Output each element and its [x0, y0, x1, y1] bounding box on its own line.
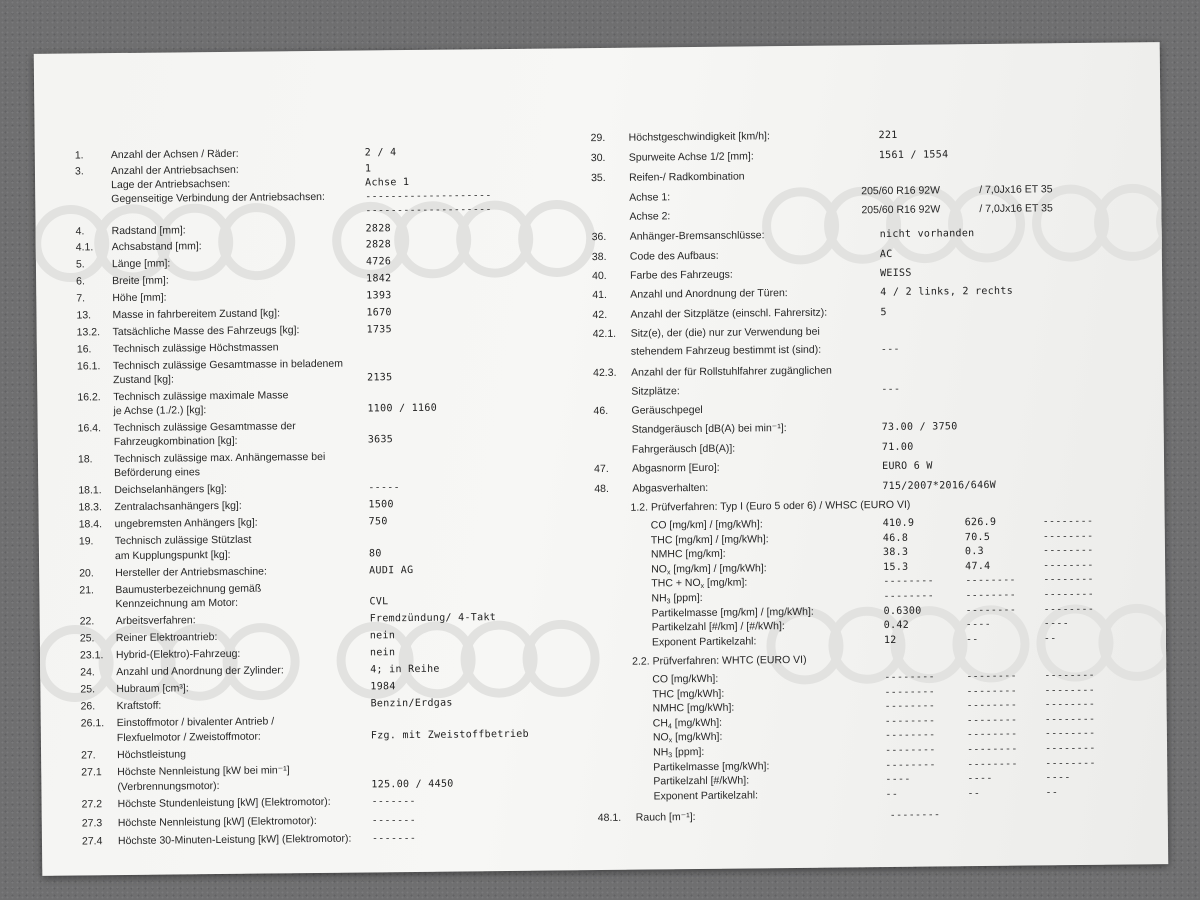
spec-label: Höchste Nennleistung [kW bei min⁻¹]: [117, 764, 290, 779]
spec-number: 35.: [590, 171, 606, 185]
emission-label: Partikelzahl [#/km] / [#/kWh]:: [651, 620, 785, 634]
test-procedure-title: 2.2. Prüfverfahren: WHTC (EURO VI): [632, 653, 807, 668]
emission-value-a: ----: [885, 773, 911, 786]
emission-value-a: 0.6300: [883, 605, 922, 617]
spec-label: Sitzplätze:: [631, 385, 680, 398]
spec-number: 1.: [74, 149, 84, 162]
spec-label: Hubraum [cm³]:: [116, 682, 189, 696]
spec-label: Technisch zulässige Gesamtmasse der: [113, 420, 296, 435]
spec-number: 26.1.: [80, 717, 105, 730]
spec-label: Flexfuelmotor / Zweistoffmotor:: [116, 730, 261, 745]
spec-number: 48.1.: [597, 811, 622, 825]
spec-number: 7.: [76, 292, 86, 305]
emission-value-b: --------: [966, 685, 1018, 697]
spec-value: Benzin/Erdgas: [370, 697, 453, 710]
emission-value-a: 410.9: [882, 517, 915, 530]
emission-value-a: 46.8: [882, 532, 909, 544]
spec-number: 27.: [81, 749, 96, 762]
emission-value-c: --------: [1043, 559, 1094, 572]
spec-label: Anhänger-Bremsanschlüsse:: [629, 229, 765, 243]
spec-value: 715/2007*2016/646W: [882, 479, 997, 493]
spec-label: Technisch zulässige maximale Masse: [113, 389, 289, 404]
spec-value: 125.00 / 4450: [371, 778, 454, 791]
emission-value-b: --------: [967, 743, 1018, 756]
emission-value-a: --------: [884, 729, 936, 742]
emission-value-b: ----: [967, 773, 993, 785]
spec-number: 27.3: [81, 817, 103, 830]
emission-value-a: --: [885, 788, 899, 800]
emission-value-b: ----: [965, 619, 992, 631]
spec-value: ---: [880, 343, 900, 356]
emission-label: $CH_4$ [mg/kWh]:: [652, 716, 723, 731]
spec-label: Deichselanhängers [kg]:: [114, 482, 228, 497]
emission-value-b: --------: [967, 758, 1018, 770]
emission-label: THC [mg/kWh]:: [652, 687, 725, 701]
spec-label: Achse 2:: [629, 210, 671, 223]
emission-value-c: --------: [1043, 603, 1095, 615]
emission-value-b: --------: [965, 604, 1017, 616]
spec-number: 5.: [75, 258, 85, 271]
spec-label: Anzahl der für Rollstuhlfahrer zugänglichen: [631, 364, 832, 379]
spec-label: Tatsächliche Masse des Fahrzeugs [kg]:: [112, 324, 300, 339]
emission-value-b: --: [967, 787, 981, 799]
emission-value-b: --: [965, 633, 979, 645]
spec-value: 1842: [366, 273, 392, 285]
spec-value: WEISS: [880, 267, 912, 280]
emission-value-b: 626.9: [964, 516, 997, 529]
spec-number: 22.: [79, 615, 95, 628]
spec-number: 42.: [592, 308, 608, 322]
emission-label: Partikelmasse [mg/km] / [mg/kWh]:: [651, 605, 814, 620]
emission-value-c: --------: [1043, 588, 1095, 601]
spec-label: Höchstleistung: [117, 748, 187, 762]
spec-label: Reiner Elektroantrieb:: [115, 631, 218, 645]
spec-number: 4.: [75, 225, 85, 238]
spec-label: Hybrid-(Elektro)-Fahrzeug:: [115, 647, 241, 662]
emission-label: CO [mg/km] / [mg/kWh]:: [650, 518, 763, 532]
document-sheet: [34, 42, 1169, 876]
spec-label: Kennzeichnung am Motor:: [115, 596, 239, 611]
spec-value: 3635: [367, 434, 394, 446]
emission-label: Partikelmasse [mg/kWh]:: [653, 759, 770, 774]
spec-label: Anzahl der Achsen / Räder:: [110, 147, 239, 162]
emission-value-c: --------: [1045, 757, 1096, 769]
spec-value: 80: [368, 548, 382, 560]
spec-value: 1393: [366, 290, 392, 302]
spec-number: 25.: [80, 683, 96, 696]
spec-label: stehendem Fahrzeug bestimmt ist (sind):: [630, 343, 822, 358]
spec-number: 21.: [79, 584, 95, 597]
emission-value-a: --------: [885, 759, 936, 771]
emission-label: $NH_3$ [ppm]:: [653, 745, 705, 760]
emission-value-c: --------: [1045, 742, 1096, 755]
spec-value: CVL: [369, 596, 389, 608]
emission-value-a: 0.42: [883, 619, 910, 632]
emission-value-c: --------: [1044, 728, 1096, 740]
spec-value: 2 / 4: [364, 147, 397, 159]
emission-value-b: --------: [966, 729, 1018, 741]
emission-value-c: ----: [1043, 618, 1070, 630]
spec-number: 16.2.: [77, 391, 101, 404]
tyre-size: 205/60 R16 92W: [861, 203, 941, 217]
spec-number: 23.1.: [79, 649, 104, 662]
spec-value: 1670: [366, 307, 392, 319]
watermark-layer: [34, 42, 1160, 54]
spec-label: Technisch zulässige Höchstmassen: [112, 341, 279, 356]
spec-number: 27.4: [81, 835, 103, 848]
rim-size: / 7,0Jx16 ET 35: [979, 202, 1053, 216]
spec-value: 1500: [368, 499, 394, 511]
spec-number: 20.: [79, 567, 94, 580]
spec-number: 40.: [592, 269, 607, 283]
spec-number: 24.: [80, 666, 95, 679]
spec-number: 48.: [594, 482, 609, 496]
spec-value: 4726: [365, 256, 392, 268]
spec-label: je Achse (1./2.) [kg]:: [113, 404, 207, 418]
spec-value: nicht vorhanden: [879, 228, 975, 241]
spec-number: 25.: [79, 632, 95, 645]
spec-number: 13.: [76, 309, 92, 322]
emission-label: $NO_x$ [mg/kWh]:: [652, 731, 723, 745]
spec-value: 1735: [366, 324, 392, 336]
spec-label: Technisch zulässige max. Anhängemasse bei: [113, 450, 326, 466]
emission-label: THC [mg/km] / [mg/kWh]:: [650, 532, 769, 547]
spec-label: Lage der Antriebsachsen:: [111, 177, 231, 192]
spec-value: 2828: [365, 239, 392, 251]
spec-label: Hersteller der Antriebsmaschine:: [115, 565, 267, 580]
spec-label: Höhe [mm]:: [112, 291, 167, 305]
spec-number: 13.2.: [76, 326, 101, 339]
emission-value-b: --------: [966, 714, 1018, 726]
rim-size: / 7,0Jx16 ET 35: [979, 183, 1053, 197]
emission-label: $NO_x$ [mg/km] / [mg/kWh]:: [651, 562, 767, 577]
spec-label: Achsabstand [mm]:: [111, 240, 202, 254]
emission-value-a: 15.3: [883, 561, 909, 573]
emission-value-a: --------: [883, 590, 935, 603]
tyre-size: 205/60 R16 92W: [861, 184, 941, 198]
emission-value-c: --------: [1042, 545, 1094, 557]
spec-value: -------: [371, 814, 417, 827]
spec-value: 1100 / 1160: [367, 402, 438, 415]
emission-value-b: 0.3: [964, 546, 985, 558]
spec-number: 38.: [591, 250, 607, 264]
emission-value-b: --------: [965, 575, 1016, 587]
test-procedure-title: 1.2. Prüfverfahren: Typ I (Euro 5 oder 6) / WHSC (EURO VI): [630, 498, 911, 514]
spec-number: 42.1.: [592, 327, 617, 341]
spec-value: 1561 / 1554: [878, 149, 949, 162]
spec-number: 29.: [590, 131, 606, 145]
spec-value: Fzg. mit Zweistoffbetrieb: [370, 728, 529, 742]
emission-value-c: --------: [1044, 684, 1096, 696]
spec-value: nein: [369, 647, 396, 659]
spec-value: 750: [368, 516, 388, 528]
emission-label: Exponent Partikelzahl:: [651, 635, 757, 649]
spec-label: Höchste Nennleistung [kW] (Elektromotor):: [117, 814, 317, 830]
emission-value-c: --------: [1044, 699, 1096, 711]
spec-value: 71.00: [881, 441, 914, 454]
emission-value-c: --------: [1042, 530, 1094, 542]
spec-number: 41.: [592, 288, 607, 302]
spec-value: 4; in Reihe: [370, 663, 440, 676]
spec-label: (Verbrennungsmotor):: [117, 780, 220, 794]
spec-value: EURO 6 W: [882, 460, 933, 473]
emission-value-c: --------: [1043, 574, 1094, 586]
spec-label: Höchste Stundenleistung [kW] (Elektromotor):: [117, 795, 331, 811]
spec-label: Gegenseitige Verbindung der Antriebsachsen:: [111, 190, 325, 206]
spec-value: 73.00 / 3750: [881, 421, 958, 434]
emission-value-c: --------: [1044, 713, 1096, 726]
emission-value-c: --: [1045, 787, 1059, 799]
emission-label: NMHC [mg/km]:: [650, 547, 726, 561]
spec-number: 6.: [76, 275, 85, 288]
spec-number: 4.1.: [75, 241, 94, 254]
spec-label: Kraftstoff:: [116, 699, 162, 713]
emission-label: Exponent Partikelzahl:: [653, 789, 759, 803]
spec-number: 19.: [78, 535, 94, 548]
emission-label: Partikelzahl [#/kWh]:: [653, 774, 750, 788]
spec-value: Achse 1: [365, 176, 410, 189]
emission-value-b: --------: [966, 699, 1018, 712]
spec-label: ungebremsten Anhängers [kg]:: [114, 516, 258, 531]
spec-number: 18.4.: [78, 518, 103, 531]
spec-number: 16.4.: [77, 422, 102, 435]
emission-label: CO [mg/kWh]:: [652, 672, 719, 686]
spec-value: 221: [878, 129, 898, 142]
spec-value: AUDI AG: [369, 564, 414, 577]
emission-value-a: 12: [883, 634, 897, 646]
spec-number: 30.: [590, 151, 606, 165]
emission-label: THC + $NO_x$ [mg/km]:: [651, 576, 748, 591]
spec-value: 5: [880, 306, 887, 319]
spec-label: Reifen-/ Radkombination: [628, 170, 745, 184]
emission-value-a: --------: [884, 686, 936, 698]
spec-label: Code des Aufbaus:: [629, 249, 719, 263]
spec-label: Technisch zulässige Stützlast: [114, 533, 252, 548]
spec-value: nein: [369, 630, 396, 642]
spec-value: -----: [368, 482, 400, 494]
spec-value: AC: [879, 248, 893, 261]
spec-label: Höchstgeschwindigkeit [km/h]:: [628, 130, 770, 144]
emission-value-c: --------: [1044, 669, 1095, 682]
spec-number: 47.: [594, 462, 609, 476]
spec-number: 16.1.: [76, 360, 101, 373]
emission-value-a: --------: [884, 715, 936, 727]
emission-value-a: --------: [884, 671, 935, 684]
spec-label: Standgeräusch [dB(A) bei min⁻¹]:: [631, 422, 787, 436]
spec-number: 36.: [591, 230, 607, 244]
emission-value-a: --------: [885, 744, 936, 757]
spec-label: Beförderung eines: [114, 466, 200, 480]
emission-value-a: --------: [884, 700, 936, 713]
emission-label: NMHC [mg/kWh]:: [652, 701, 735, 715]
spec-value: -------: [371, 795, 416, 808]
spec-label: Masse in fahrbereitem Zustand [kg]:: [112, 307, 281, 322]
spec-label: Abgasverhalten:: [632, 481, 709, 495]
spec-label: Anzahl der Antriebsachsen:: [110, 163, 239, 178]
spec-value: 2828: [365, 223, 391, 235]
spec-value: --------------------: [365, 204, 492, 217]
emission-value-b: --------: [965, 589, 1017, 602]
spec-value: --------------------: [365, 190, 492, 203]
spec-label: Anzahl der Sitzplätze (einschl. Fahrersitz):: [630, 306, 828, 321]
emission-value-b: 47.4: [965, 560, 991, 572]
spec-label: Anzahl und Anordnung der Zylinder:: [116, 664, 284, 679]
spec-label: Baumusterbezeichnung gemäß: [115, 582, 262, 597]
spec-number: 16.: [76, 343, 92, 356]
spec-label: Fahrgeräusch [dB(A)]:: [631, 442, 736, 456]
spec-value: 1984: [370, 681, 396, 693]
spec-label: Sitz(e), der (die) nur zur Verwendung bei: [630, 325, 820, 340]
spec-number: 46.: [593, 404, 609, 418]
spec-label: am Kupplungspunkt [kg]:: [114, 548, 231, 563]
spec-value: --------: [889, 809, 941, 821]
spec-label: Einstoffmotor / bivalenter Antrieb /: [116, 715, 275, 730]
emission-value-b: --------: [966, 670, 1017, 683]
spec-value: Fremdzündung/ 4-Takt: [369, 612, 497, 625]
emission-value-b: 70.5: [964, 531, 991, 543]
spec-number: 18.3.: [78, 501, 102, 514]
emission-value-c: --: [1043, 633, 1057, 645]
spec-label: Höchste 30-Minuten-Leistung [kW] (Elektromotor):: [117, 832, 352, 848]
emission-value-a: 38.3: [882, 546, 909, 559]
spec-number: 18.: [77, 453, 93, 466]
spec-value: 2135: [367, 372, 393, 384]
spec-label: Geräuschpegel: [631, 403, 703, 417]
spec-number: 27.2: [81, 798, 103, 811]
spec-number: 42.3.: [593, 366, 617, 380]
spec-number: 26.: [80, 700, 96, 713]
emission-value-c: --------: [1042, 515, 1094, 528]
emission-value-a: --------: [883, 575, 934, 588]
spec-label: Abgasnorm [Euro]:: [632, 461, 720, 475]
spec-label: Arbeitsverfahren:: [115, 614, 196, 628]
spec-label: Spurweite Achse 1/2 [mm]:: [628, 150, 754, 164]
spec-value: 4 / 2 links, 2 rechts: [880, 285, 1014, 299]
spec-label: Fahrzeugkombination [kg]:: [113, 434, 238, 449]
spec-value: ---: [881, 383, 901, 396]
spec-label: Farbe des Fahrzeugs:: [630, 268, 733, 282]
spec-number: 3.: [74, 165, 84, 178]
spec-label: Technisch zulässige Gesamtmasse in beladenem: [112, 357, 344, 373]
spec-value: -------: [371, 832, 417, 845]
spec-label: Zentralachsanhängers [kg]:: [114, 499, 242, 514]
emission-value-c: ----: [1045, 772, 1071, 784]
emission-label: $NH_3$ [ppm]:: [651, 591, 703, 606]
spec-value: 1: [364, 163, 372, 175]
spec-label: Rauch [m⁻¹]:: [635, 811, 696, 824]
spec-label: Achse 1:: [629, 191, 671, 204]
spec-label: Länge [mm]:: [111, 257, 171, 271]
spec-label: Zustand [kg]:: [113, 373, 174, 387]
spec-number: 27.1: [81, 766, 102, 779]
spec-number: 18.1.: [78, 484, 102, 497]
spec-label: Breite [mm]:: [112, 274, 169, 288]
spec-label: Radstand [mm]:: [111, 224, 186, 238]
spec-label: Anzahl und Anordnung der Türen:: [630, 287, 788, 301]
